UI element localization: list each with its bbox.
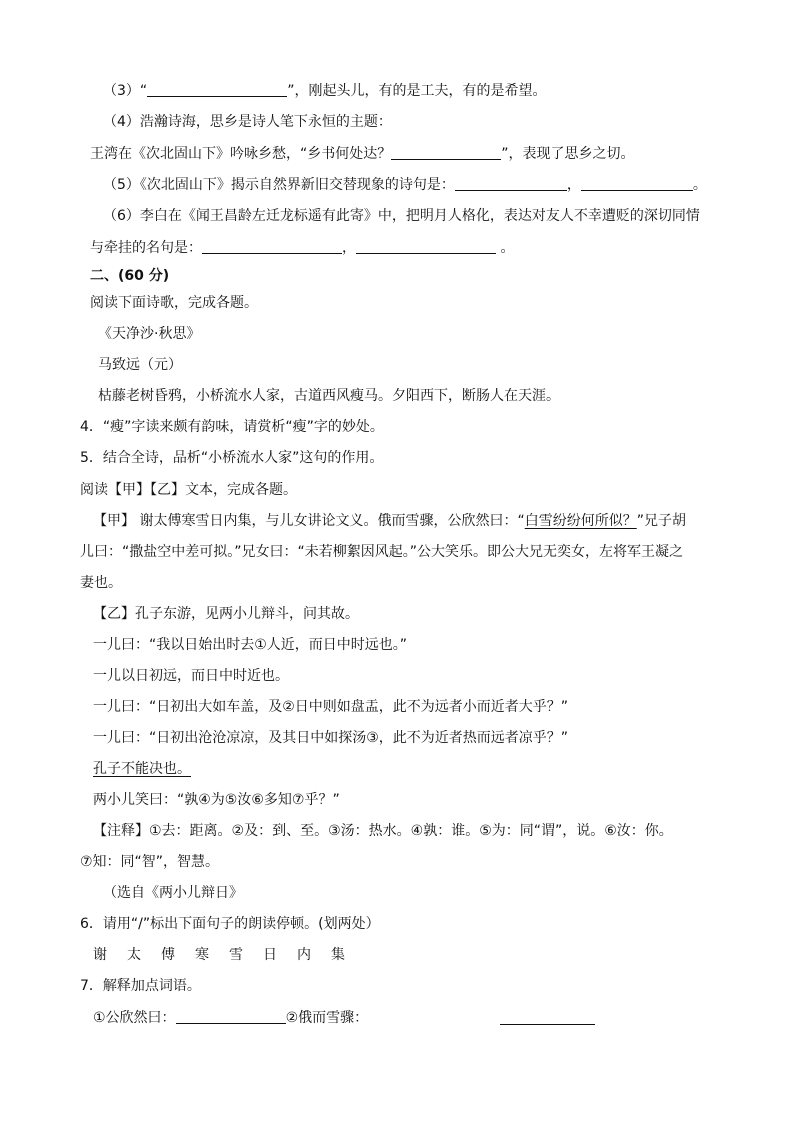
section-heading [90,266,169,286]
jia-line-1 [93,511,686,531]
question7-text: 7．解释加点词语。 [80,978,201,994]
yi-line-4 [93,697,568,717]
read1-intro: 阅读下面诗歌，完成各题。 [90,295,258,311]
question5-text: 5．结合全诗，品析“小桥流水人家”这句的作用。 [80,450,384,466]
question6-text: 6．请用“/”标出下面句子的朗读停顿。(划两处） [80,916,380,932]
fill-blank-q6-line1 [103,206,700,226]
q7-item2-blank[interactable] [500,1010,595,1025]
jia-underlined-sentence: 白雪纷纷何所似？ [524,513,637,529]
question4-text: 4．“瘦”字读来颇有韵味，请赏析“瘦”字的妙处。 [80,419,384,435]
yi-line-1 [93,604,359,624]
yi-line5-text: 一儿曰：“日初出沧沧凉凉，及其日中如探汤③，此不为近者热而远者凉乎？” [93,730,569,746]
yi-line2-text: 一儿曰：“我以日始出时去①人近，而日中时远也。” [93,637,408,653]
notes-line1-text: 【注释】①去：距离。②及：到、至。③汤：热水。④孰：谁。⑤为：同“谓”，说。⑥汝：你。 [93,823,673,839]
poem-author-text: 马致远（元） [98,357,182,373]
yi-line-2 [93,635,407,655]
q6-char: 雪 [229,947,243,963]
read-instruction-2 [80,480,297,500]
question-7-items [93,1008,368,1028]
q6-post: 。 [496,240,515,256]
read-instruction-1 [90,293,258,313]
q3-answer-blank[interactable] [147,82,287,97]
question-5 [80,448,383,468]
yi-line-3 [93,666,289,686]
yi-line-6 [93,759,191,779]
poem-body [98,386,560,406]
notes-source-text: （选自《两小儿辩日》 [103,885,243,901]
poem-title [98,324,200,344]
q6-line2-pre: 与牵挂的名句是： [90,240,202,256]
q6-answer-blank-1[interactable] [202,239,342,254]
yi-line-7 [93,790,340,810]
q4b-post: ”，表现了思乡之切。 [501,146,635,162]
q3-open-quote: “ [139,83,148,99]
notes-line-2 [80,852,219,872]
poem-title-text: 《天净沙·秋思》 [98,326,201,342]
read2-intro: 阅读【甲】【乙】文本，完成各题。 [80,482,297,498]
q7-item1-label: ①公欣然曰： [93,1010,176,1026]
q6-answer-blank-2[interactable] [356,239,496,254]
jia-line1-pre: 【甲】 谢太傅寒雪日内集，与儿女讲论文义。俄而雪骤，公欣然曰：“ [93,513,525,529]
q5-mid: ， [566,177,581,193]
q6-char: 谢 [93,947,107,963]
section2-title: 二、(60 分) [90,268,170,284]
q6-char: 日 [263,947,277,963]
notes-source [103,883,243,903]
q7-item1-blank[interactable] [176,1009,286,1024]
fill-blank-q4 [103,112,392,132]
q5-answer-blank-2[interactable] [581,176,693,191]
q5-post: 。 [692,177,707,193]
question-4 [80,417,384,437]
poem-author [98,355,182,375]
fill-blank-q5 [103,175,707,195]
q6-line1: （6）李白在《闻王昌龄左迁龙标遥有此寄》中，把明月人格化，表达对友人不幸遭贬的深切同情 [103,208,700,224]
yi-underlined-sentence: 孔子不能决也。 [93,761,191,777]
jia-line-2 [80,542,683,562]
q6-char: 内 [297,947,311,963]
yi-line4-text: 一儿曰：“日初出大如车盖，及②日中则如盘盂，此不为远者小而近者大乎？” [93,699,569,715]
q3-text: ”，刚起头儿，有的是工夫，有的是希望。 [287,83,547,99]
q5-answer-blank-1[interactable] [455,176,567,191]
q7-item2-label: ②俄而雪骤： [285,1010,369,1026]
q6-char: 寒 [195,947,209,963]
q4-text: （4）浩瀚诗海，思乡是诗人笔下永恒的主题： [103,114,392,130]
notes-line2-text: ⑦知：同“智”，智慧。 [80,854,220,870]
fill-blank-q3 [103,81,546,101]
yi-line7-text: 两小儿笑曰：“孰④为⑤汝⑥多知⑦乎？” [93,792,340,808]
jia-line-3 [80,573,122,593]
jia-line2-text: 儿曰：“撒盐空中差可拟。”兄女曰：“未若柳絮因风起。”公大笑乐。即公大兄无奕女，左将军王凝之 [80,544,684,560]
question-6-sentence[interactable] [93,945,365,965]
fill-blank-q4b [90,144,635,164]
notes-line-1 [93,821,673,841]
yi-line-5 [93,728,568,748]
question-6 [80,914,380,934]
q4b-pre: 王湾在《次北固山下》吟咏乡愁，“乡书何处达？ [90,146,392,162]
jia-line1-post: ”兄子胡 [636,513,686,529]
q6-char: 傅 [161,947,175,963]
yi-line1-text: 【乙】孔子东游，见两小儿辩斗，问其故。 [93,606,359,622]
q6-char: 集 [331,947,345,963]
q6-char: 太 [127,947,141,963]
yi-line3-text: 一儿以日初远，而日中时近也。 [93,668,289,684]
poem-body-text: 枯藤老树昏鸦，小桥流水人家，古道西风瘦马。夕阳西下，断肠人在天涯。 [98,388,560,404]
question-7 [80,976,201,996]
q6-mid: ， [342,240,356,256]
fill-blank-q6-line2 [90,238,514,258]
q3-number: （3） [103,83,140,99]
q4b-answer-blank[interactable] [391,145,501,160]
q5-pre: （5）《次北固山下》揭示自然界新旧交替现象的诗句是： [103,177,455,193]
jia-line3-text: 妻也。 [80,575,122,591]
